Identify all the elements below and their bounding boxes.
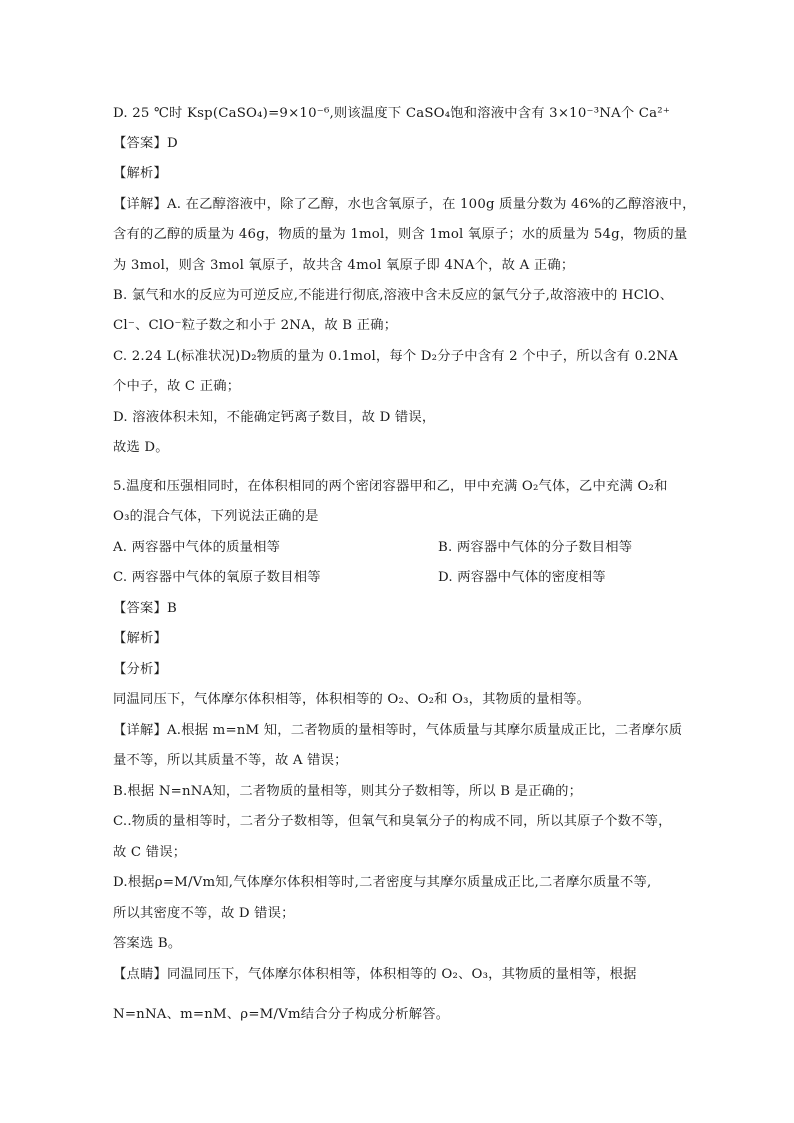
option-d: D. 两容器中气体的密度相等 — [438, 570, 606, 585]
detail2-line-3: B.根据 N=nNA知，二者物质的量相等，则其分子数相等，所以 B 是正确的； — [113, 784, 583, 799]
detail2-line-2: 量不等，所以其质量不等，故 A 错误； — [113, 753, 348, 768]
detail2-line-7: 所以其密度不等，故 D 错误； — [113, 906, 295, 921]
tip-line-1: 【点睛】同温同压下，气体摩尔体积相等，体积相等的 O₂、O₃，其物质的量相等，根据 — [113, 967, 637, 982]
detail2-line-6: D.根据ρ=M/Vm知,气体摩尔体积相等时,二者密度与其摩尔质量成正比,二者摩尔质量不等, — [113, 875, 652, 890]
conclusion-line: 故选 D。 — [113, 440, 169, 455]
detail-line-3: 为 3mol，则含 3mol 氧原子，故共含 4mol 氧原子即 4NA个，故 A 正确； — [113, 258, 575, 273]
option-b: B. 两容器中气体的分子数目相等 — [438, 540, 633, 555]
option-d-line: D. 25 ℃时 Ksp(CaSO₄)=9×10⁻⁶,则该温度下 CaSO₄饱和溶液中含有 3×10⁻³NA个 Ca²⁺ — [113, 106, 671, 121]
question-5-line-2: O₃的混合气体，下列说法正确的是 — [113, 509, 319, 524]
detail-line-5: Cl⁻、ClO⁻粒子数之和小于 2NA，故 B 正确； — [113, 318, 398, 333]
analysis-subheading: 【分析】 — [113, 662, 167, 677]
analysis-line: 同温同压下，气体摩尔体积相等，体积相等的 O₂、O₂和 O₃，其物质的量相等。 — [113, 692, 591, 707]
conclusion-line-2: 答案选 B。 — [113, 936, 182, 951]
detail-line-8: D. 溶液体积未知，不能确定钙离子数目，故 D 错误， — [113, 410, 436, 425]
answer-line: 【答案】D — [113, 136, 178, 151]
option-a: A. 两容器中气体的质量相等 — [113, 540, 281, 555]
analysis-heading: 【解析】 — [113, 166, 167, 181]
analysis-heading-2: 【解析】 — [113, 631, 167, 646]
detail-line-6: C. 2.24 L(标准状况)D₂物质的量为 0.1mol，每个 D₂分子中含有 2 个中子，所以含有 0.2NA — [113, 349, 678, 364]
question-5-line-1: 5.温度和压强相同时，在体积相同的两个密闭容器甲和乙，甲中充满 O₂气体，乙中充满 O₂和 — [113, 479, 668, 494]
answer-line-2: 【答案】B — [113, 601, 177, 616]
detail-line-2: 含有的乙醇的质量为 46g，物质的量为 1mol，则含 1mol 氧原子；水的质量为 54g，物质的量 — [113, 227, 688, 242]
tip-line-2: N=nNA、m=nM、ρ=M/Vm结合分子构成分析解答。 — [113, 1007, 450, 1022]
detail2-line-4: C..物质的量相等时，二者分子数相等，但氧气和臭氧分子的构成不同，所以其原子个数不等， — [113, 814, 672, 829]
detail2-line-1: 【详解】A.根据 m=nM 知，二者物质的量相等时，气体质量与其摩尔质量成正比，二者摩尔质 — [113, 723, 683, 738]
detail2-line-5: 故 C 错误； — [113, 845, 187, 860]
detail-line-4: B. 氯气和水的反应为可逆反应,不能进行彻底,溶液中含未反应的氯气分子,故溶液中的 HClO、 — [113, 288, 674, 303]
detail-line-7: 个中子，故 C 正确； — [113, 379, 241, 394]
option-c: C. 两容器中气体的氧原子数目相等 — [113, 570, 321, 585]
detail-line-1: 【详解】A. 在乙醇溶液中，除了乙醇，水也含氧原子，在 100g 质量分数为 46%的乙醇溶液中， — [113, 197, 696, 212]
